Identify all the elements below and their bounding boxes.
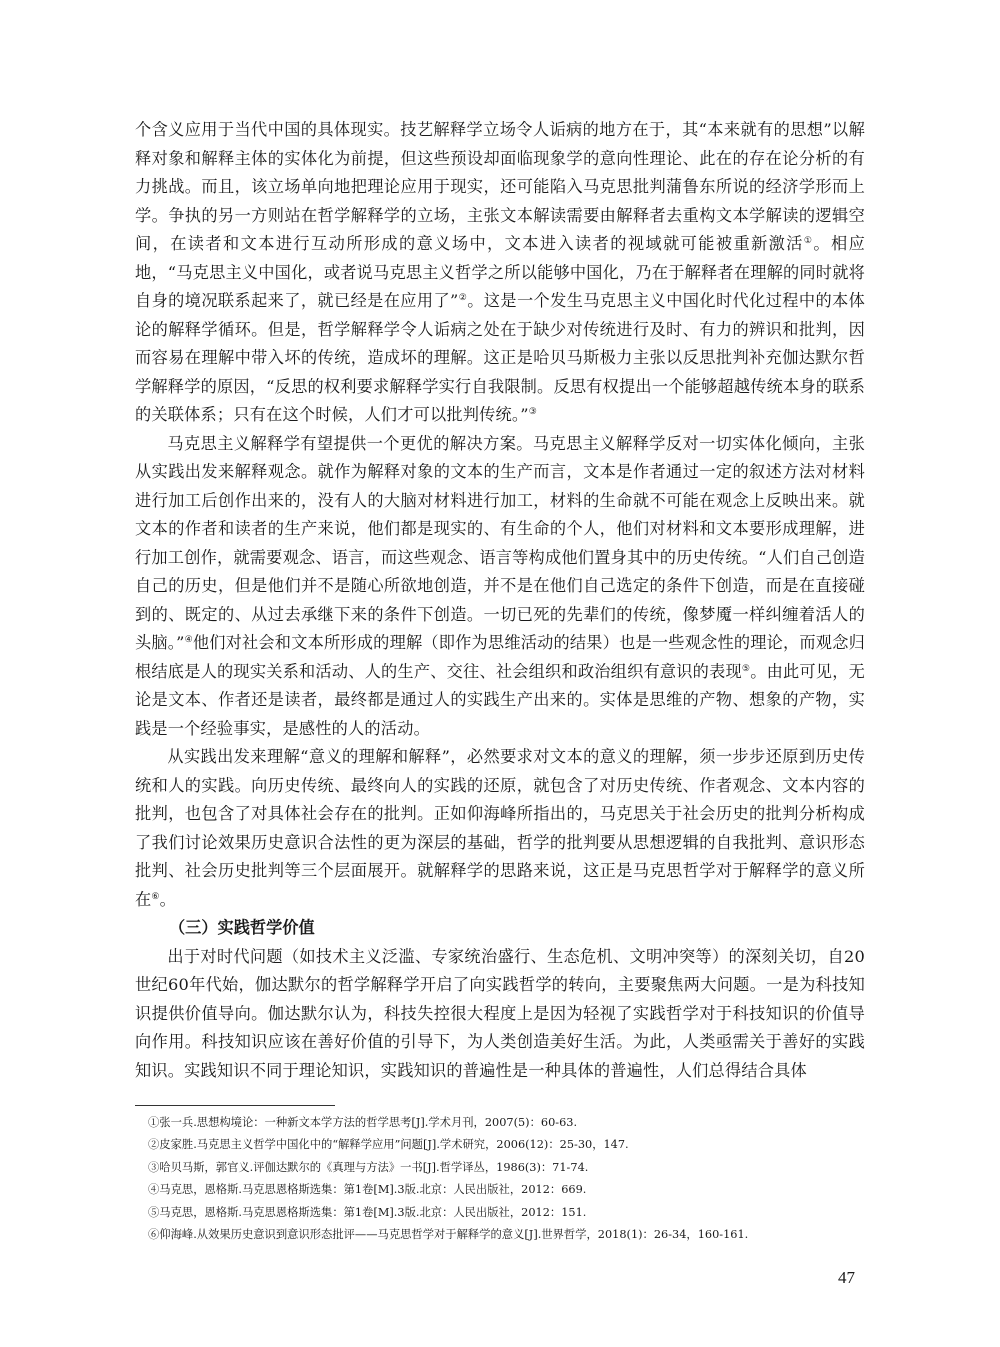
footnote-ref-5[interactable]: ⑤ xyxy=(741,663,751,674)
footnote-4: ④马克思，恩格斯.马克思恩格斯选集：第1卷[M].3版.北京：人民出版社，2012：669. xyxy=(148,1183,587,1197)
footnote-1: ①张一兵.思想构境论：一种新文本学方法的哲学思考[J].学术月刊，2007(5)：60-63. xyxy=(148,1116,578,1129)
footnote-ref-1[interactable]: ① xyxy=(803,236,814,246)
footnote-5: ⑤马克思，恩格斯.马克思恩格斯选集：第1卷[M].3版.北京：人民出版社，2012：151. xyxy=(148,1205,587,1219)
footnote-ref-4[interactable]: ④ xyxy=(184,635,193,645)
footnote-2: ②皮家胜.马克思主义哲学中国化中的“解释学应用”问题[J].学术研究，2006(12)：25-30，147. xyxy=(148,1138,629,1152)
paragraph-3 xyxy=(135,743,865,914)
paragraph-2-text-a: 马克思主义解释学有望提供一个更优的解决方案。马克思主义解释学反对一切实体化倾向，主张从实践出发来解释观念。就作为解释对象的文本的生产而言，文本是作者通过一定的叙述方法对材料进行加工后创作出来的，没有人的大脑对材料进行加工，材料的生命就不可能在观念上反映出来。就文本的作者和读者的生产来说，他们都是现实的、有生命的个人，他们对材料和文本要形成理解，进行加工创作，就需要观念、语言，而这些观念、语言等构成他们置身其中的历史传统。“人们自己创造自己的历史，但是他们并不是随心所欲地创造，并不是在他们自己选定的条件下创造，而是在直接碰到的、既定的、从过去承继下来的条件下创造。一切已死的先辈们的传统，像梦魇一样纠缠着活人的头脑。” xyxy=(135,433,865,652)
paragraph-2-text-b: 他们对社会和文本所形成的理解（即作为思维活动的结果）也是一些观念性的理论，而观念归根结底是人的现实关系和活动、人的生产、交往、社会组织和政治组织有意识的表现 xyxy=(135,633,865,681)
footnote-3: ③哈贝马斯，郭官义.评伽达默尔的《真理与方法》一书[J].哲学译丛，1986(3)：71-74. xyxy=(148,1160,589,1174)
footnote-ref-3[interactable]: ③ xyxy=(528,407,537,417)
footnote-ref-2[interactable]: ② xyxy=(458,293,468,303)
paragraph-4 xyxy=(135,943,865,1086)
paragraph-2 xyxy=(135,430,865,744)
footnote-6: ⑥仰海峰.从效果历史意识到意识形态批评——马克思哲学对于解释学的意义[J].世界哲学，2018(1)：26-34，160-161. xyxy=(148,1228,749,1242)
paragraph-3-text-a: 从实践出发来理解“意义的理解和解释”，必然要求对文本的意义的理解，须一步步还原到历史传统和人的实践。向历史传统、最终向人的实践的还原，就包含了对历史传统、作者观念、文本内容的批判，也包含了对具体社会存在的批判。正如仰海峰所指出的，马克思关于社会历史的批判分析构成了我们讨论效果历史意识合法性的更为深层的基础，哲学的批判要从思想逻辑的自我批判、意识形态批判、社会历史批判等三个层面展开。就解释学的思路来说，这正是马克思哲学对于解释学的意义所在 xyxy=(135,747,865,909)
body-text xyxy=(135,116,865,1085)
paragraph-3-text-b: 。 xyxy=(159,889,177,909)
page-number: 47 xyxy=(838,1268,855,1287)
paragraph-1-text-a: 个含义应用于当代中国的具体现实。技艺解释学立场令人诟病的地方在于，其“本来就有的思想”以解释对象和解释主体的实体化为前提，但这些预设却面临现象学的意向性理论、此在的存在论分析的有力挑战。而且，该立场单向地把理论应用于现实，还可能陷入马克思批判蒲鲁东所说的经济学形而上学。争执的另一方则站在哲学解释学的立场，主张文本解读需要由解释者去重构文本学解读的逻辑空间，在读者和文本进行互动所形成的意义场中，文本进入读者的视域就可能被重新激活 xyxy=(135,120,865,253)
footnote-divider xyxy=(135,1105,335,1106)
paragraph-4-text: 出于对时代问题（如技术主义泛滥、专家统治盛行、生态危机、文明冲突等）的深刻关切，自20世纪60年代始，伽达默尔的哲学解释学开启了向实践哲学的转向，主要聚焦两大问题。一是为科技知识提供价值导向。伽达默尔认为，科技失控很大程度上是因为轻视了实践哲学对于科技知识的价值导向作用。科技知识应该在善好价值的引导下，为人类创造美好生活。为此，人类亟需关于善好的实践知识。实践知识不同于理论知识，实践知识的普遍性是一种具体的普遍性，人们总得结合具体 xyxy=(135,946,865,1080)
footnotes-list xyxy=(148,1112,868,1246)
paragraph-1-text-b: 。相应地，“马克思主义中国化，或者说马克思主义哲学之所以能够中国化，乃在于解释者在理解的同时就将自身的境况联系起来了，就已经是在应用了” xyxy=(135,234,865,310)
paragraph-1-text-c: 。这是一个发生马克思主义中国化时代化过程中的本体论的解释学循环。但是，哲学解释学令人诟病之处在于缺少对传统进行及时、有力的辨识和批判，因而容易在理解中带入坏的传统，造成坏的理解。这正是哈贝马斯极力主张以反思批判补充伽达默尔哲学解释学的原因，“反思的权利要求解释学实行自我限制。反思有权提出一个能够超越传统本身的联系的关联体系；只有在这个时候，人们才可以批判传统。” xyxy=(135,291,865,424)
paragraph-1 xyxy=(135,116,865,430)
footnote-ref-6[interactable]: ⑥ xyxy=(151,891,160,902)
paragraph-2-text-c: 。由此可见，无论是文本、作者还是读者，最终都是通过人的实践生产出来的。实体是思维的产物、想象的产物，实践是一个经验事实，是感性的人的活动。 xyxy=(135,661,865,738)
section-heading: （三）实践哲学价值 xyxy=(169,918,315,937)
